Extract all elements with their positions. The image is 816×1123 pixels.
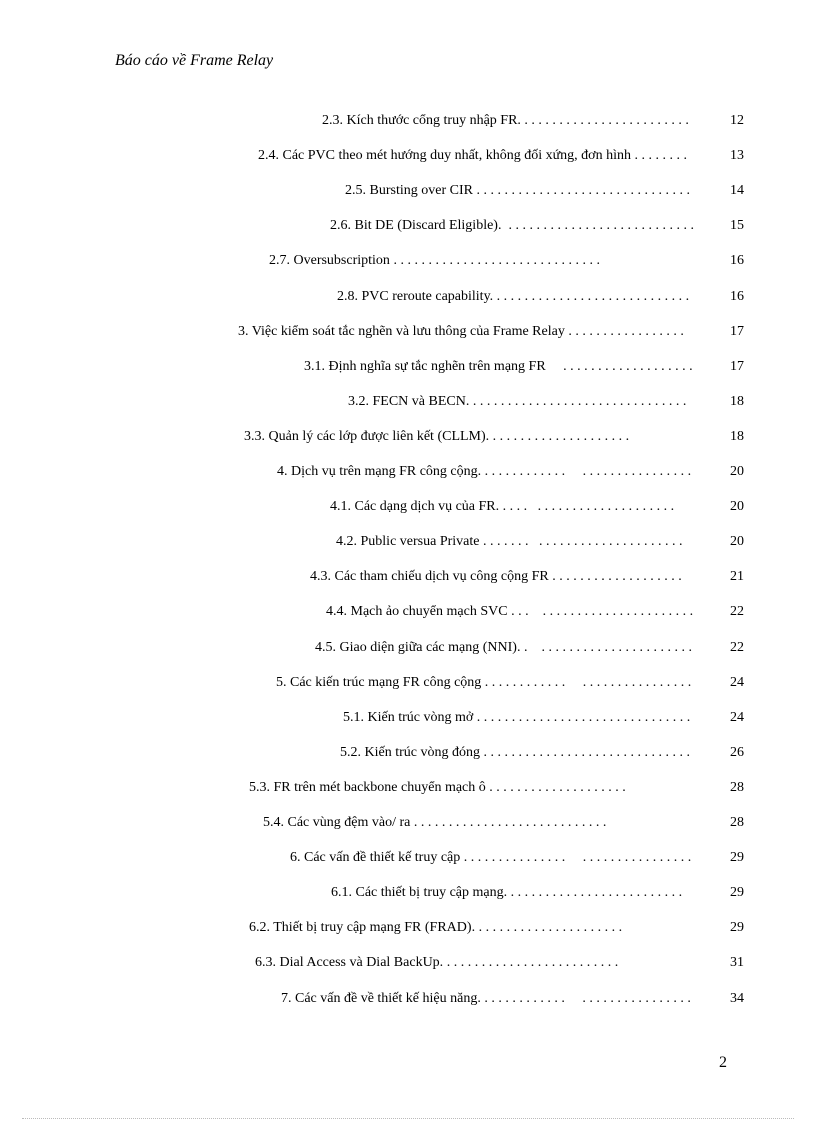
toc-entry-leader: . . . . . . . . . . . . . . . . . . . . . . . . . . . . [480,990,691,1006]
toc-entry[interactable] [249,779,626,797]
toc-entry-leader: . . . . . . . . . . . . . . . . . . . . . . . . . . . . [481,674,692,690]
toc-entry-page: 20 [730,499,744,515]
toc-entry-leader: . . . . . . . . . . . . . . . . . . . . . . . . . . . . [493,288,690,304]
toc-entry-leader: . . . . . . . . [630,148,687,164]
toc-entry-page: 31 [730,955,744,971]
toc-entry-title: 3.3. Quản lý các lớp được liên kết (CLLM). [244,428,490,444]
toc-entry-page: 18 [730,393,744,409]
toc-entry-page: 13 [730,148,744,164]
toc-entry[interactable] [255,954,618,972]
toc-entry-title: 4.1. Các dạng dịch vụ của FR. [330,499,500,515]
toc-entry-title: 3.2. FECN và BECN [348,393,466,409]
toc-entry-leader: . . . . . . . . . . . . . . . . . . . [545,358,693,374]
toc-entry-title: 6.1. Các thiết bị truy cập mạng. [331,885,508,901]
toc-entry-page: 24 [730,674,744,690]
footer-divider [22,1118,794,1119]
toc-entry-page: 29 [730,850,744,866]
toc-entry[interactable] [238,323,684,341]
toc-entry-page: 29 [730,920,744,936]
toc-entry[interactable] [322,112,689,130]
toc-entry-page: 22 [730,639,744,655]
toc-entry-leader: . . . . . . . . . . . . . . . . . . . . . . . . . . . [501,218,694,234]
toc-entry-page: 20 [730,534,744,550]
toc-entry-leader: . . . . . . . . . . . . . . . . . . . . . . . . . [443,955,619,971]
toc-entry-title: 4.4. Mạch ảo chuyển mạch SVC [326,604,508,620]
toc-entry-title: 5.2. Kiến trúc vòng đóng [340,744,480,760]
toc-entry-leader: . . . . . . . . . . . . . . . . . . . . . . . . . . . . [479,534,683,550]
toc-entry[interactable] [244,428,629,446]
toc-entry-title: 4. Dịch vụ trên mạng FR công cộng. [277,464,482,479]
toc-entry-page: 18 [730,428,744,444]
toc-entry-leader: . . . . . . . . . . . . . . . . . [564,323,684,339]
toc-entry[interactable] [281,990,691,1008]
toc-entry-page: 28 [730,815,744,830]
toc-entry-title: 5.4. Các vùng đệm vào/ ra [263,815,411,830]
toc-entry-title: 2.4. Các PVC theo mét hướng duy nhất, không đối xứng, đơn hình [258,148,631,164]
toc-entry-page: 12 [730,113,744,128]
toc-entry[interactable] [277,463,691,481]
toc-entry[interactable] [258,147,687,165]
toc-entry[interactable] [330,217,694,235]
toc-entry-title: 6.3. Dial Access và Dial BackUp. [255,955,444,971]
toc-entry-page: 15 [730,218,744,234]
toc-entry-page: 16 [730,253,744,269]
toc-entry-page: 17 [730,323,744,339]
toc-entry[interactable] [348,393,686,411]
toc-entry-leader: . . . . . . . . . . . . . . . . . . . . [485,779,626,795]
toc-entry-title: 2.5. Bursting over CIR [345,183,473,199]
toc-entry[interactable] [330,498,674,516]
toc-entry-leader: . . . . . . . . . . . . . . . . . . . . . . . . . . . . . . . . [465,393,687,409]
toc-entry-leader: . . . . . . . . . . . . . . . . . . . . . . . . . [507,885,683,901]
toc-entry-page: 22 [730,604,744,620]
toc-entry-page: 20 [730,464,744,479]
toc-entry[interactable] [290,849,691,867]
toc-entry[interactable] [310,568,682,586]
toc-entry-leader: . . . . . . . . . . . . . . . . . . . [548,569,682,585]
toc-entry-title: 4.3. Các tham chiếu dịch vụ công cộng FR [310,569,549,585]
toc-entry-leader: . . . . . . . . . . . . . . . . . . . . . . . . . [517,113,689,128]
toc-entry-title: 7. Các vấn đề về thiết kế hiệu năng. [281,990,481,1006]
toc-entry-title: 2.6. Bit DE (Discard Eligible). [330,218,502,234]
page-number: 2 [719,1054,727,1071]
toc-entry[interactable] [249,919,622,937]
toc-entry[interactable] [340,744,690,762]
toc-entry-page: 29 [730,885,744,901]
toc-entry-page: 21 [730,569,744,585]
toc-entry-leader: . . . . . . . . . . . . . . . . . . . . . . . . . . . . [481,464,692,479]
toc-entry-page: 34 [730,990,744,1006]
toc-entry-page: 16 [730,288,744,304]
toc-entry-leader: . . . . . . . . . . . . . . . . . . . . [489,428,630,444]
toc-entry-page: 17 [730,358,744,374]
toc-entry-title: 6. Các vấn đề thiết kế truy cập [290,850,461,866]
toc-entry[interactable] [304,358,693,376]
toc-entry-leader: . . . . . . . . . . . . . . . . . . . . . . [471,920,623,936]
toc-entry-leader: . . . . . . . . . . . . . . . . . . . . . . . . . [507,604,694,620]
toc-entry[interactable] [315,639,692,657]
toc-entry-leader: . . . . . . . . . . . . . . . . . . . . . . . . . . . . . . . [473,709,691,725]
toc-entry[interactable] [345,182,690,200]
toc-entry[interactable] [276,674,691,692]
toc-entry-title: 4.5. Giao diện giữa các mạng (NNI). [315,639,521,655]
toc-entry-title: 4.2. Public versua Private [336,534,480,550]
toc-entry[interactable] [337,288,689,306]
toc-entry[interactable] [343,709,690,727]
toc-entry-leader: . . . . . . . . . . . . . . . . . . . . . . . . . . . . . . [479,744,690,760]
toc-entry[interactable] [331,884,682,902]
toc-entry-leader: . . . . . . . . . . . . . . . . . . . . . . . . . . . . . . . [472,183,690,199]
toc-entry-title: 2.8. PVC reroute capability. [337,288,494,304]
page-header-title: Báo cáo về Frame Relay [115,52,274,69]
toc-entry-leader: . . . . . . . . . . . . . . . . . . . . . . . [520,639,692,655]
toc-entry-title: 3. Việc kiểm soát tắc nghẽn và lưu thông của Frame Relay [238,323,565,339]
toc-entry-page: 24 [730,709,744,725]
toc-entry-page: 26 [730,744,744,760]
toc-entry-title: 3.1. Định nghĩa sự tắc nghẽn trên mạng FR [304,358,546,374]
toc-entry-title: 5. Các kiến trúc mạng FR công cộng [276,674,482,690]
toc-entry-leader: . . . . . . . . . . . . . . . . . . . . . . . . . . . . . . [389,253,600,269]
toc-entry-title: 2.7. Oversubscription [269,253,390,269]
toc-entry[interactable] [336,533,682,551]
toc-entry-leader: . . . . . . . . . . . . . . . . . . . . . . . . . . . . . . . [460,850,692,866]
toc-entry-title: 5.1. Kiến trúc vòng mở [343,709,474,725]
toc-entry[interactable] [326,603,693,621]
toc-entry-title: 6.2. Thiết bị truy cập mạng FR (FRAD) [249,920,472,936]
toc-entry-leader: . . . . . . . . . . . . . . . . . . . . . . . . . . . . [410,815,607,830]
toc-entry-title: 5.3. FR trên mét backbone chuyển mạch ô [249,779,486,795]
toc-entry-leader: . . . . . . . . . . . . . . . . . . . . . . . . [499,499,675,515]
toc-entry[interactable] [269,252,600,270]
toc-entry-title: 2.3. Kích thước cổng truy nhập FR [322,113,518,128]
toc-entry-page: 28 [730,779,744,795]
toc-entry-page: 14 [730,183,744,199]
toc-entry[interactable] [263,814,606,832]
